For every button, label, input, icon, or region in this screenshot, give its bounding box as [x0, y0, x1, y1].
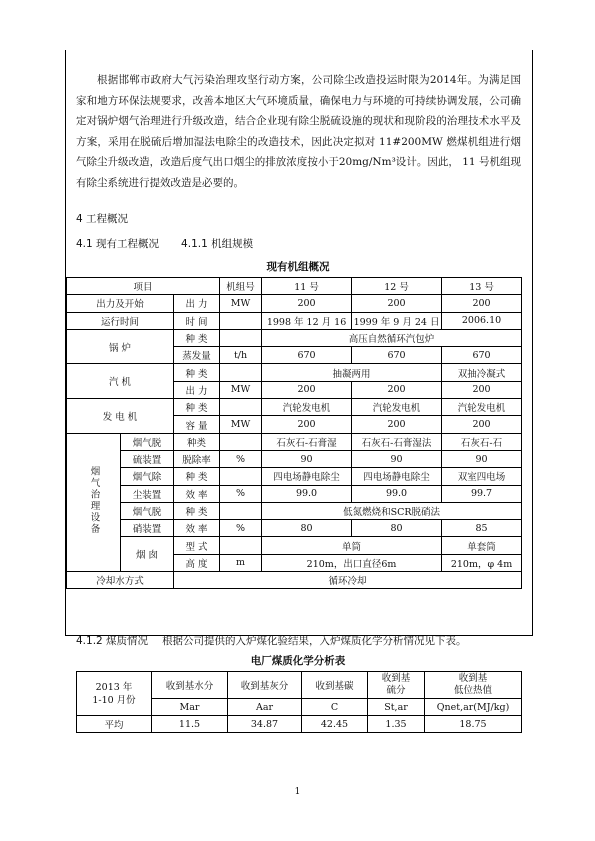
- boiler-type-unit: [220, 329, 262, 346]
- desulf-type-12: 石灰石-石膏湿法: [352, 433, 442, 450]
- desulf-rate-11: 90: [262, 450, 352, 467]
- denox-eff-11: 80: [262, 520, 352, 537]
- period-line-1: 2013 年: [95, 681, 133, 693]
- table-row: [67, 485, 522, 502]
- denox-type-value: 低氮燃烧和SCR脱硝法: [262, 502, 522, 519]
- col-sulfur: 收到基 硫分: [368, 672, 425, 699]
- coal-heading: 4.1.2 煤质情况: [76, 635, 149, 647]
- dust-eff-13: 99.7: [442, 485, 522, 502]
- generator-cap-12: 200: [352, 416, 442, 433]
- output-11: 200: [262, 295, 352, 312]
- output-unit: MW: [220, 295, 262, 312]
- generator-cap-unit: MW: [220, 416, 262, 433]
- coal-analysis-table: [76, 671, 522, 733]
- table2-caption: 电厂煤质化学分析表: [250, 655, 346, 667]
- output-group: 出力及开始: [67, 295, 174, 312]
- dust-eff-label: 效 率: [174, 485, 220, 502]
- header-unit-11: 11 号: [262, 278, 352, 295]
- chimney-height-unit: m: [220, 554, 262, 571]
- table-row: [67, 502, 522, 519]
- sym-moisture: Mar: [152, 699, 228, 716]
- boiler-evap-label: 蒸发量: [174, 347, 220, 364]
- desulf-rate-13: 90: [442, 450, 522, 467]
- table-row: [67, 572, 522, 589]
- chimney-type-13: 单套筒: [442, 537, 522, 554]
- chimney-height-11-12: 210m，出口直径6m: [262, 554, 442, 571]
- desulf-type-11: 石灰石-石膏湿: [262, 433, 352, 450]
- table-row: [67, 537, 522, 554]
- cooling-label: 冷却水方式: [67, 572, 174, 589]
- turbine-out-unit: MW: [220, 381, 262, 398]
- period-cell: [77, 672, 152, 716]
- time-13: 2006.10: [442, 312, 522, 329]
- runtime-group: 运行时间: [67, 312, 174, 329]
- denox-name-1: 烟气脱: [121, 502, 174, 519]
- dust-type-11: 四电场静电除尘: [262, 468, 352, 485]
- table-row: [67, 450, 522, 467]
- table-row: [77, 716, 522, 733]
- chimney-height-label: 高 度: [174, 554, 220, 571]
- table-row: [67, 468, 522, 485]
- denox-type-unit: [220, 502, 262, 519]
- col-moisture: 收到基水分: [152, 672, 228, 699]
- avg-sulfur: 1.35: [368, 716, 425, 733]
- dust-name-1: 烟气除: [121, 468, 174, 485]
- header-unit-13: 13 号: [442, 278, 522, 295]
- denox-eff-label: 效 率: [174, 520, 220, 537]
- chimney-name: 烟 囱: [121, 537, 174, 572]
- sym-ash: Aar: [228, 699, 302, 716]
- boiler-evap-12: 670: [352, 347, 442, 364]
- boiler-type-label: 种 类: [174, 329, 220, 346]
- header-item: 项目: [67, 278, 220, 295]
- dust-type-label: 种 类: [174, 468, 220, 485]
- generator-type-unit: [220, 399, 262, 416]
- avg-moisture: 11.5: [152, 716, 228, 733]
- table-row: [67, 329, 522, 346]
- desulf-rate-12: 90: [352, 450, 442, 467]
- boiler-group: 锅 炉: [67, 329, 174, 364]
- existing-units-table: [66, 277, 522, 589]
- header-unit: 机组号: [220, 278, 262, 295]
- avg-label: 平均: [77, 716, 152, 733]
- coal-section: [76, 633, 467, 648]
- time-label: 时 间: [174, 312, 220, 329]
- time-unit: [220, 312, 262, 329]
- desulf-type-13: 石灰石-石: [442, 433, 522, 450]
- generator-type-label: 种 类: [174, 399, 220, 416]
- section-heading-4: 4 工程概况: [76, 213, 129, 225]
- denox-eff-13: 85: [442, 520, 522, 537]
- generator-type-13: 汽轮发电机: [442, 399, 522, 416]
- sym-heat: Qnet,ar(MJ/kg): [425, 699, 522, 716]
- col-heat: 收到基 低位热值: [425, 672, 522, 699]
- table-row: [67, 399, 522, 416]
- turbine-group: 汽 机: [67, 364, 174, 399]
- output-12: 200: [352, 295, 442, 312]
- sym-sulfur: St,ar: [368, 699, 425, 716]
- denox-eff-12: 80: [352, 520, 442, 537]
- desulf-type-label: 种类: [174, 433, 220, 450]
- dust-eff-11: 99.0: [262, 485, 352, 502]
- generator-type-11: 汽轮发电机: [262, 399, 352, 416]
- avg-heat: 18.75: [425, 716, 522, 733]
- section-4-1-1-title: 4.1.1 机组规模: [181, 238, 254, 250]
- desulf-rate-unit: %: [220, 450, 262, 467]
- boiler-evap-unit: t/h: [220, 347, 262, 364]
- chimney-type-11-12: 单筒: [262, 537, 442, 554]
- flue-group: [67, 433, 121, 571]
- output-label: 出 力: [174, 295, 220, 312]
- generator-cap-label: 容 量: [174, 416, 220, 433]
- turbine-type-unit: [220, 364, 262, 381]
- chimney-type-label: 型 式: [174, 537, 220, 554]
- section-heading-4-1: [76, 236, 253, 251]
- generator-group: 发 电 机: [67, 399, 174, 434]
- generator-type-12: 汽轮发电机: [352, 399, 442, 416]
- boiler-evap-13: 670: [442, 347, 522, 364]
- table-row: [67, 364, 522, 381]
- desulf-name-2: 硫装置: [121, 450, 174, 467]
- table-row: [67, 295, 522, 312]
- dust-type-13: 双室四电场: [442, 468, 522, 485]
- denox-name-2: 硝装置: [121, 520, 174, 537]
- output-13: 200: [442, 295, 522, 312]
- turbine-type-label: 种 类: [174, 364, 220, 381]
- avg-carbon: 42.45: [302, 716, 368, 733]
- table-row: [67, 312, 522, 329]
- intro-paragraph: 根据邯郸市政府大气污染治理攻坚行动方案，公司除尘改造投运时限为2014年。为满足国家和地方环保法规要求，改善本地区大气环境质量，确保电力与环境的可持续协调发展，公司确定对锅炉烟气治理进行升级改造，结合企业现有除尘脱硫设施的现状和现阶段的治理技术水平及方案，采用在脱硫后增加湿法电除尘的改造技术，因此决定拟对 11#200MW 燃煤机组进行烟气除尘升级改造，改造后度气出口烟尘的排放浓度按小于20mg/Nm³设计。因此， 11 号机组现有除尘系统进行提效改造是必要的。: [76, 74, 521, 189]
- turbine-out-12: 200: [352, 381, 442, 398]
- denox-type-label: 种 类: [174, 502, 220, 519]
- time-11: 1998 年 12 月 16: [262, 312, 352, 329]
- col-ash: 收到基灰分: [228, 672, 302, 699]
- desulf-rate-label: 脱除率: [174, 450, 220, 467]
- time-12: 1999 年 9 月 24 日: [352, 312, 442, 329]
- turbine-out-11: 200: [262, 381, 352, 398]
- boiler-evap-11: 670: [262, 347, 352, 364]
- chimney-type-unit: [220, 537, 262, 554]
- turbine-out-13: 200: [442, 381, 522, 398]
- avg-ash: 34.87: [228, 716, 302, 733]
- header-unit-12: 12 号: [352, 278, 442, 295]
- chimney-height-13: 210m，φ 4m: [442, 554, 522, 571]
- generator-cap-11: 200: [262, 416, 352, 433]
- turbine-out-label: 出 力: [174, 381, 220, 398]
- period-line-2: 1-10 月份: [92, 694, 136, 706]
- cooling-value: 循环冷却: [174, 572, 522, 589]
- section-4-1-title: 4.1 现有工程概况: [76, 238, 160, 250]
- coal-description: 根据公司提供的入炉煤化验结果，入炉煤质化学分析情况见下表。: [162, 635, 467, 647]
- boiler-type-value: 高压自然循环汽包炉: [262, 329, 522, 346]
- table-row: [67, 278, 522, 295]
- desulf-type-unit: [220, 433, 262, 450]
- col-carbon: 收到基碳: [302, 672, 368, 699]
- table-row: [77, 672, 522, 699]
- turbine-type-13: 双抽冷凝式: [442, 364, 522, 381]
- table-row: [67, 433, 522, 450]
- sym-carbon: C: [302, 699, 368, 716]
- generator-cap-13: 200: [442, 416, 522, 433]
- dust-type-unit: [220, 468, 262, 485]
- turbine-type-11-12: 抽凝两用: [262, 364, 442, 381]
- flue-group-label: 烟气治理设备: [88, 466, 100, 536]
- table-row: [67, 520, 522, 537]
- page-number: 1: [294, 787, 301, 797]
- table1-caption: 现有机组概况: [266, 261, 330, 273]
- dust-eff-unit: %: [220, 485, 262, 502]
- dust-name-2: 尘装置: [121, 485, 174, 502]
- desulf-name-1: 烟气脱: [121, 433, 174, 450]
- dust-type-12: 四电场静电除尘: [352, 468, 442, 485]
- denox-eff-unit: %: [220, 520, 262, 537]
- dust-eff-12: 99.0: [352, 485, 442, 502]
